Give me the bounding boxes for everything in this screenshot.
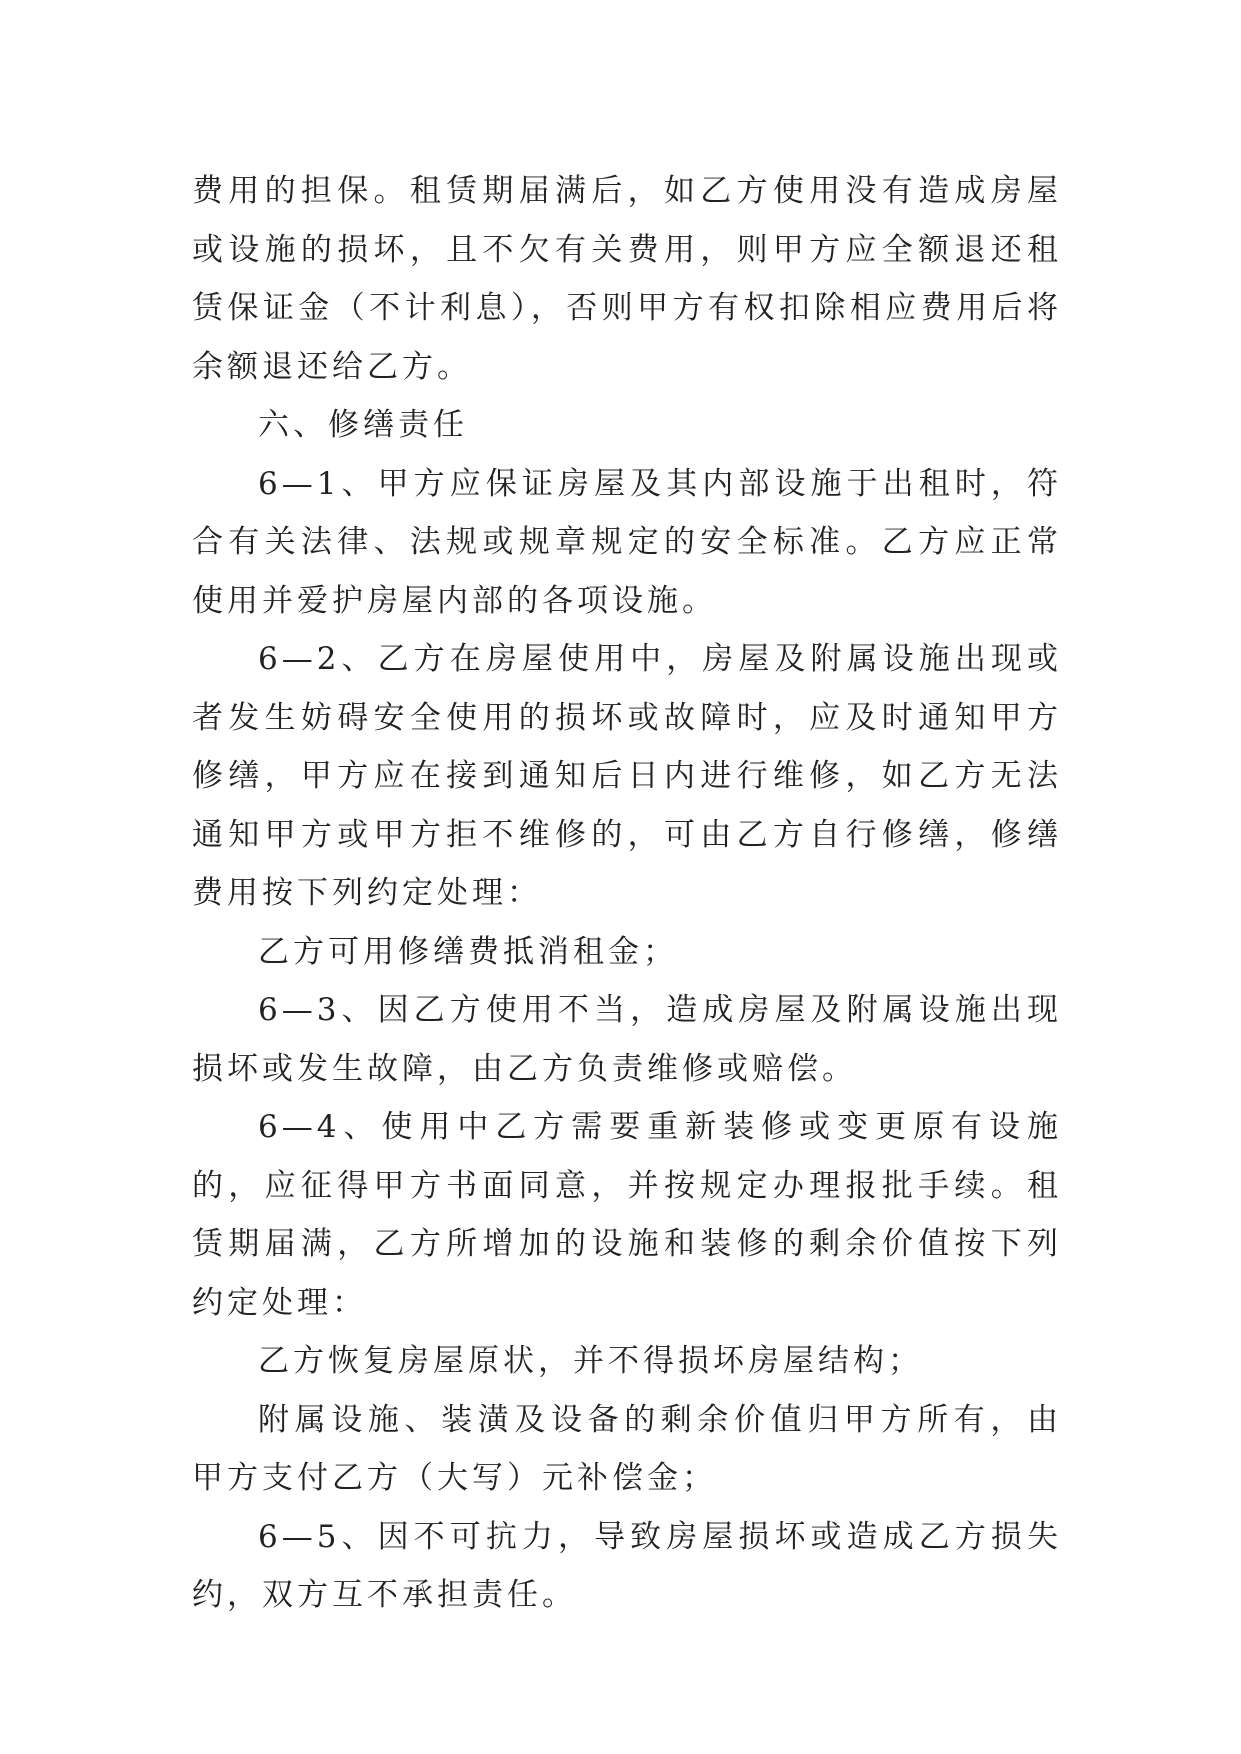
clause-6-4-option-1: 乙方恢复房屋原状，并不得损坏房屋结构；: [258, 1343, 923, 1379]
section-heading-repair-responsibility: 六、修缮责任: [258, 407, 468, 443]
clause-6-2-option: 乙方可用修缮费抵消租金；: [258, 933, 678, 970]
clause-6-2: 6—2、乙方在房屋使用中，房屋及附属设施出现或者发生妨碍安全使用的损坏或故障时，应及时通知甲方修缮，甲方应在接到通知后日内进行维修，如乙方无法通知甲方或甲方拒不维修的，可由乙方自行修缮，修缮费用按下列约定处理：: [192, 641, 1062, 911]
paragraph-deposit-continuation: 费用的担保。租赁期届满后，如乙方使用没有造成房屋或设施的损坏，且不欠有关费用，则甲方应全额退还租赁保证金（不计利息），否则甲方有权扣除相应费用后将余额退还给乙方。: [192, 173, 1062, 385]
document-body: [192, 162, 1062, 1625]
clause-6-5: 6—5、因不可抗力，导致房屋损坏或造成乙方损失约，双方互不承担责任。: [192, 1518, 1062, 1613]
clause-6-1: 6—1、甲方应保证房屋及其内部设施于出租时，符合有关法律、法规或规章规定的安全标准。乙方应正常使用并爱护房屋内部的各项设施。: [192, 465, 1062, 619]
clause-6-4: 6—4、使用中乙方需要重新装修或变更原有设施的，应征得甲方书面同意，并按规定办理报批手续。租赁期届满，乙方所增加的设施和装修的剩余价值按下列约定处理：: [192, 1109, 1062, 1321]
clause-6-3: 6—3、因乙方使用不当，造成房屋及附属设施出现损坏或发生故障，由乙方负责维修或赔偿。: [192, 992, 1062, 1087]
clause-6-4-option-2: 附属设施、装潢及设备的剩余价值归甲方所有，由甲方支付乙方（大写）元补偿金；: [192, 1401, 1062, 1496]
